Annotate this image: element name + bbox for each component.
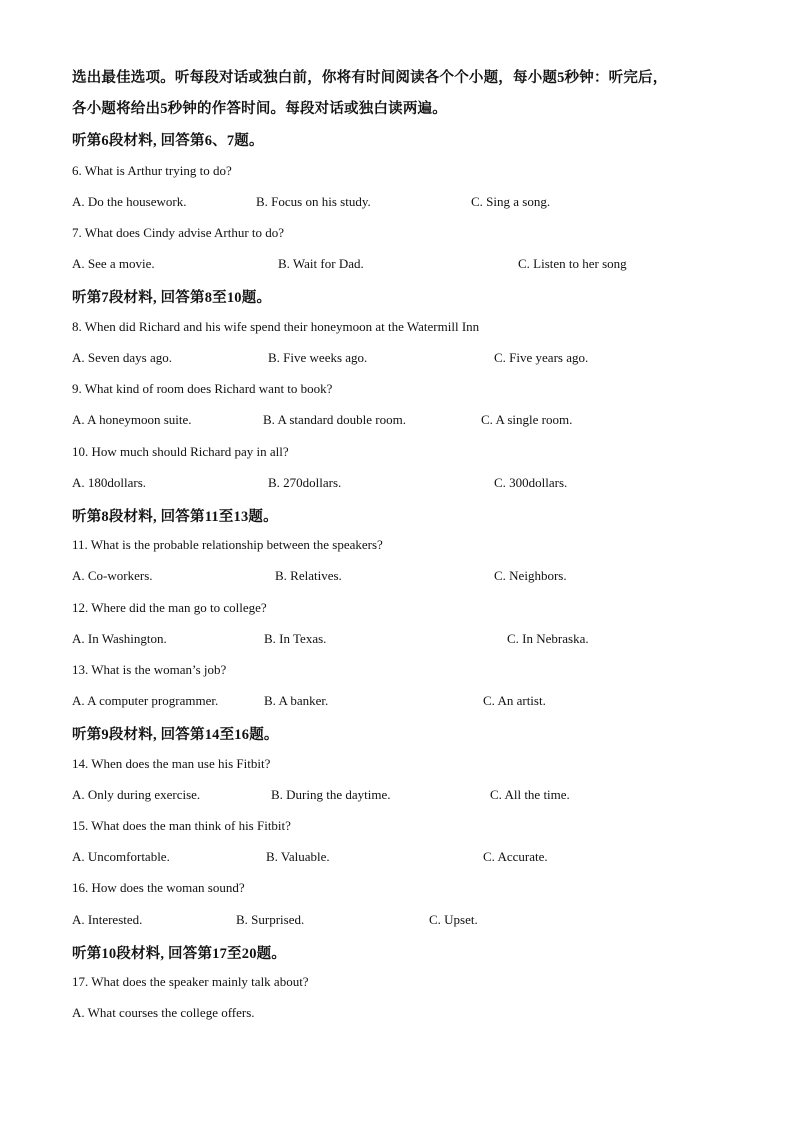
- section-heading: 听第9段材料, 回答第14至16题。: [72, 727, 279, 743]
- question-text: 8. When did Richard and his wife spend their honeymoon at the Watermill Inn: [72, 319, 480, 334]
- option-c: C. Upset.: [429, 912, 478, 927]
- option-b: B. Surprised.: [236, 912, 305, 927]
- question-text: 16. How does the woman sound?: [72, 880, 245, 895]
- option-a: A. Co-workers.: [72, 568, 153, 583]
- question-text: 10. How much should Richard pay in all?: [72, 444, 289, 459]
- question-text: 11. What is the probable relationship between the speakers?: [72, 537, 383, 552]
- option-a: A. A computer programmer.: [72, 693, 219, 708]
- question-text: 12. Where did the man go to college?: [72, 600, 267, 615]
- question-text: 7. What does Cindy advise Arthur to do?: [72, 225, 285, 240]
- option-a: A. What courses the college offers.: [72, 1005, 255, 1020]
- option-c: C. All the time.: [490, 787, 570, 802]
- option-a: A. Do the housework.: [72, 194, 187, 209]
- option-b: B. Five weeks ago.: [268, 350, 368, 365]
- option-a: A. Uncomfortable.: [72, 849, 170, 864]
- instructions-line-1: 选出最佳选项。听每段对话或独白前，你将有时间阅读各个个小题，每小题5秒钟：听完后，: [72, 70, 668, 86]
- option-a: A. 180dollars.: [72, 475, 147, 490]
- option-b: B. Wait for Dad.: [278, 256, 364, 271]
- instructions-line-2: 各小题将给出5秒钟的作答时间。每段对话或独白读两遍。: [72, 101, 447, 117]
- question-text: 13. What is the woman’s job?: [72, 662, 227, 677]
- option-c: C. Neighbors.: [494, 568, 567, 583]
- option-b: B. 270dollars.: [268, 475, 342, 490]
- option-c: C. Accurate.: [483, 849, 548, 864]
- option-b: B. Relatives.: [275, 568, 342, 583]
- question-text: 9. What kind of room does Richard want to book?: [72, 381, 333, 396]
- option-b: B. Focus on his study.: [256, 194, 371, 209]
- option-a: A. A honeymoon suite.: [72, 412, 192, 427]
- option-b: B. A banker.: [264, 693, 329, 708]
- option-a: A. See a movie.: [72, 256, 155, 271]
- option-b: B. During the daytime.: [271, 787, 391, 802]
- option-c: C. A single room.: [481, 412, 573, 427]
- option-c: C. Sing a song.: [471, 194, 551, 209]
- section-heading: 听第6段材料, 回答第6、7题。: [72, 133, 264, 149]
- option-b: B. In Texas.: [264, 631, 327, 646]
- question-text: 14. When does the man use his Fitbit?: [72, 756, 271, 771]
- option-c: C. An artist.: [483, 693, 546, 708]
- option-a: A. In Washington.: [72, 631, 167, 646]
- option-c: C. In Nebraska.: [507, 631, 589, 646]
- option-c: C. Five years ago.: [494, 350, 589, 365]
- section-heading: 听第10段材料, 回答第17至20题。: [72, 946, 287, 962]
- option-a: A. Interested.: [72, 912, 143, 927]
- question-text: 17. What does the speaker mainly talk about?: [72, 974, 309, 989]
- section-heading: 听第7段材料, 回答第8至10题。: [72, 290, 272, 306]
- option-c: C. Listen to her song: [518, 256, 627, 271]
- option-c: C. 300dollars.: [494, 475, 568, 490]
- section-heading: 听第8段材料, 回答第11至13题。: [72, 509, 278, 525]
- option-b: B. A standard double room.: [263, 412, 406, 427]
- option-a: A. Only during exercise.: [72, 787, 201, 802]
- question-text: 15. What does the man think of his Fitbit?: [72, 818, 291, 833]
- option-b: B. Valuable.: [266, 849, 330, 864]
- option-a: A. Seven days ago.: [72, 350, 173, 365]
- question-text: 6. What is Arthur trying to do?: [72, 163, 232, 178]
